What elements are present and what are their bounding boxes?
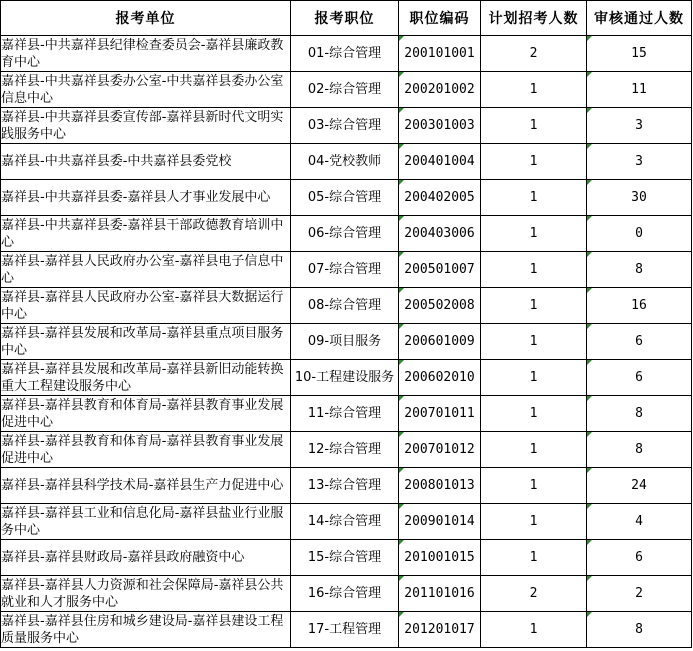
cell-unit-text: 嘉祥县-中共嘉祥县纪律检查委员会-嘉祥县廉政教育中心 [1, 37, 284, 70]
cell-unit-text: 嘉祥县-嘉祥县工业和信息化局-嘉祥县盐业行业服务中心 [1, 505, 284, 538]
cell-planned-text: 1 [529, 298, 538, 313]
cell-position[interactable] [291, 396, 399, 432]
cell-unit[interactable] [1, 144, 291, 180]
cell-code[interactable] [399, 108, 481, 144]
table-row [1, 252, 692, 288]
table-row [1, 612, 692, 648]
cell-unit[interactable] [1, 576, 291, 612]
cell-passed[interactable] [587, 36, 692, 72]
cell-passed-text: 8 [635, 622, 643, 637]
cell-code[interactable] [399, 540, 481, 576]
cell-passed[interactable] [587, 576, 692, 612]
cell-passed-text: 15 [631, 46, 647, 61]
cell-passed-text: 4 [635, 514, 643, 529]
table-row [1, 468, 692, 504]
number-as-text-indicator-icon [399, 108, 404, 113]
cell-position[interactable] [291, 216, 399, 252]
table-row [1, 180, 692, 216]
cell-position-text: 10-工程建设服务 [294, 370, 395, 385]
header-planned: 计划招考人数 [481, 1, 587, 36]
cell-passed-text: 8 [635, 442, 643, 457]
cell-unit-text: 嘉祥县-嘉祥县教育和体育局-嘉祥县教育事业发展促进中心 [1, 397, 284, 430]
cell-planned-text: 1 [529, 226, 538, 241]
cell-code-text: 200701012 [404, 442, 475, 457]
cell-passed-text: 8 [635, 406, 643, 421]
cell-code[interactable] [399, 432, 481, 468]
table-row [1, 396, 692, 432]
cell-unit[interactable] [1, 72, 291, 108]
number-as-text-indicator-icon [587, 144, 592, 149]
cell-planned-text: 1 [529, 118, 538, 133]
cell-planned[interactable] [481, 144, 587, 180]
table-row [1, 108, 692, 144]
cell-position-text: 04-党校教师 [307, 154, 382, 169]
cell-code[interactable] [399, 72, 481, 108]
cell-unit[interactable] [1, 288, 291, 324]
number-as-text-indicator-icon [399, 540, 404, 545]
cell-planned[interactable] [481, 72, 587, 108]
cell-passed[interactable] [587, 144, 692, 180]
cell-passed[interactable] [587, 540, 692, 576]
table-row [1, 540, 692, 576]
cell-position[interactable] [291, 360, 399, 396]
number-as-text-indicator-icon [587, 468, 592, 473]
cell-passed-text: 0 [635, 226, 643, 241]
cell-passed[interactable] [587, 180, 692, 216]
table-row [1, 360, 692, 396]
cell-unit-text: 嘉祥县-嘉祥县人民政府办公室-嘉祥县电子信息中心 [1, 253, 284, 286]
number-as-text-indicator-icon [399, 72, 404, 77]
cell-position[interactable] [291, 468, 399, 504]
cell-passed[interactable] [587, 432, 692, 468]
cell-planned-text: 1 [529, 262, 538, 277]
cell-position-text: 02-综合管理 [307, 82, 382, 97]
cell-planned-text: 1 [529, 190, 538, 205]
cell-planned[interactable] [481, 216, 587, 252]
cell-unit-text: 嘉祥县-中共嘉祥县委-嘉祥县人才事业发展中心 [1, 190, 271, 205]
cell-code-text: 201001015 [404, 550, 475, 565]
header-unit: 报考单位 [1, 1, 291, 36]
cell-unit[interactable] [1, 468, 291, 504]
cell-position-text: 05-综合管理 [307, 190, 382, 205]
cell-code-text: 200602010 [404, 370, 475, 385]
cell-passed-text: 3 [635, 154, 643, 169]
cell-code[interactable] [399, 144, 481, 180]
cell-planned-text: 2 [529, 586, 538, 601]
header-row [1, 1, 692, 36]
table-row [1, 216, 692, 252]
cell-unit-text: 嘉祥县-嘉祥县人力资源和社会保障局-嘉祥县公共就业和人才服务中心 [1, 577, 284, 610]
cell-passed[interactable] [587, 72, 692, 108]
cell-planned-text: 1 [529, 478, 538, 493]
cell-code-text: 200301003 [404, 118, 475, 133]
cell-position[interactable] [291, 36, 399, 72]
number-as-text-indicator-icon [587, 324, 592, 329]
cell-passed-text: 16 [631, 298, 647, 313]
cell-passed[interactable] [587, 108, 692, 144]
cell-code-text: 200401004 [404, 154, 475, 169]
number-as-text-indicator-icon [587, 36, 592, 41]
cell-code-text: 200402005 [404, 190, 475, 205]
cell-position[interactable] [291, 252, 399, 288]
cell-planned[interactable] [481, 324, 587, 360]
cell-planned[interactable] [481, 36, 587, 72]
cell-position[interactable] [291, 108, 399, 144]
cell-code-text: 200502008 [404, 298, 475, 313]
cell-planned-text: 1 [529, 442, 538, 457]
number-as-text-indicator-icon [587, 180, 592, 185]
cell-unit[interactable] [1, 216, 291, 252]
cell-passed[interactable] [587, 216, 692, 252]
number-as-text-indicator-icon [399, 468, 404, 473]
table-row [1, 36, 692, 72]
cell-unit[interactable] [1, 612, 291, 648]
cell-passed[interactable] [587, 288, 692, 324]
cell-planned-text: 1 [529, 622, 538, 637]
cell-code-text: 200801013 [404, 478, 475, 493]
number-as-text-indicator-icon [399, 396, 404, 401]
cell-unit-text: 嘉祥县-嘉祥县发展和改革局-嘉祥县重点项目服务中心 [1, 325, 284, 358]
cell-unit[interactable] [1, 252, 291, 288]
number-as-text-indicator-icon [587, 540, 592, 545]
number-as-text-indicator-icon [399, 324, 404, 329]
number-as-text-indicator-icon [587, 612, 592, 617]
cell-unit[interactable] [1, 180, 291, 216]
table-row [1, 576, 692, 612]
cell-passed[interactable] [587, 360, 692, 396]
cell-planned[interactable] [481, 468, 587, 504]
table-row [1, 504, 692, 540]
cell-code[interactable] [399, 360, 481, 396]
number-as-text-indicator-icon [399, 612, 404, 617]
number-as-text-indicator-icon [399, 252, 404, 257]
cell-unit-text: 嘉祥县-嘉祥县住房和城乡建设局-嘉祥县建设工程质量服务中心 [1, 613, 284, 646]
cell-passed-text: 2 [635, 586, 643, 601]
cell-passed-text: 6 [635, 550, 643, 565]
cell-code[interactable] [399, 612, 481, 648]
cell-code[interactable] [399, 396, 481, 432]
cell-passed-text: 24 [631, 478, 647, 493]
cell-position[interactable] [291, 504, 399, 540]
cell-position-text: 17-工程管理 [307, 622, 382, 637]
cell-code[interactable] [399, 252, 481, 288]
cell-passed-text: 30 [631, 190, 647, 205]
cell-unit[interactable] [1, 36, 291, 72]
number-as-text-indicator-icon [587, 216, 592, 221]
cell-planned[interactable] [481, 180, 587, 216]
cell-code[interactable] [399, 216, 481, 252]
table-row [1, 288, 692, 324]
cell-code-text: 200403006 [404, 226, 475, 241]
cell-position[interactable] [291, 288, 399, 324]
cell-code[interactable] [399, 576, 481, 612]
cell-unit[interactable] [1, 360, 291, 396]
cell-position[interactable] [291, 576, 399, 612]
number-as-text-indicator-icon [587, 288, 592, 293]
cell-code-text: 200601009 [404, 334, 475, 349]
table-row [1, 324, 692, 360]
cell-planned-text: 1 [529, 154, 538, 169]
cell-unit-text: 嘉祥县-嘉祥县人民政府办公室-嘉祥县大数据运行中心 [1, 289, 284, 322]
cell-unit-text: 嘉祥县-嘉祥县科学技术局-嘉祥县生产力促进中心 [1, 478, 284, 493]
cell-position-text: 03-综合管理 [307, 118, 382, 133]
number-as-text-indicator-icon [587, 252, 592, 257]
cell-passed[interactable] [587, 396, 692, 432]
cell-planned-text: 1 [529, 370, 538, 385]
cell-planned[interactable] [481, 108, 587, 144]
cell-unit-text: 嘉祥县-中共嘉祥县委-中共嘉祥县委党校 [1, 154, 232, 169]
cell-unit[interactable] [1, 540, 291, 576]
table-row [1, 432, 692, 468]
header-position: 报考职位 [291, 1, 399, 36]
cell-planned-text: 2 [529, 46, 538, 61]
cell-passed-text: 8 [635, 262, 643, 277]
cell-passed[interactable] [587, 324, 692, 360]
cell-passed[interactable] [587, 252, 692, 288]
cell-passed-text: 11 [631, 82, 647, 97]
number-as-text-indicator-icon [399, 576, 404, 581]
cell-unit[interactable] [1, 108, 291, 144]
cell-passed[interactable] [587, 612, 692, 648]
cell-planned[interactable] [481, 576, 587, 612]
cell-position-text: 12-综合管理 [307, 442, 382, 457]
cell-planned-text: 1 [529, 334, 538, 349]
header-code: 职位编码 [399, 1, 481, 36]
cell-planned[interactable] [481, 252, 587, 288]
cell-planned[interactable] [481, 288, 587, 324]
header-passed: 审核通过人数 [587, 1, 692, 36]
cell-planned[interactable] [481, 360, 587, 396]
cell-code[interactable] [399, 468, 481, 504]
cell-code-text: 200701011 [404, 406, 475, 421]
number-as-text-indicator-icon [587, 72, 592, 77]
cell-unit-text: 嘉祥县-中共嘉祥县委-嘉祥县干部政德教育培训中心 [1, 217, 284, 250]
cell-code[interactable] [399, 288, 481, 324]
cell-passed-text: 6 [635, 334, 643, 349]
cell-planned-text: 1 [529, 406, 538, 421]
cell-planned-text: 1 [529, 514, 538, 529]
number-as-text-indicator-icon [399, 180, 404, 185]
cell-unit-text: 嘉祥县-中共嘉祥县委宣传部-嘉祥县新时代文明实践服务中心 [1, 109, 284, 142]
cell-code-text: 200101001 [404, 46, 475, 61]
cell-planned-text: 1 [529, 82, 538, 97]
cell-code[interactable] [399, 36, 481, 72]
cell-code[interactable] [399, 324, 481, 360]
number-as-text-indicator-icon [587, 108, 592, 113]
cell-position[interactable] [291, 612, 399, 648]
table-row [1, 144, 692, 180]
cell-unit-text: 嘉祥县-嘉祥县发展和改革局-嘉祥县新旧动能转换重大工程建设服务中心 [1, 361, 284, 394]
cell-code[interactable] [399, 180, 481, 216]
cell-code-text: 200901014 [404, 514, 475, 529]
cell-planned[interactable] [481, 432, 587, 468]
cell-position-text: 08-综合管理 [307, 298, 382, 313]
number-as-text-indicator-icon [587, 504, 592, 509]
number-as-text-indicator-icon [587, 432, 592, 437]
cell-code-text: 200201002 [404, 82, 475, 97]
cell-position-text: 13-综合管理 [307, 478, 382, 493]
cell-code-text: 201201017 [404, 622, 475, 637]
cell-unit-text: 嘉祥县-嘉祥县财政局-嘉祥县政府融资中心 [1, 550, 245, 565]
table-body [1, 36, 692, 648]
cell-position-text: 11-综合管理 [307, 406, 382, 421]
number-as-text-indicator-icon [399, 36, 404, 41]
cell-planned[interactable] [481, 540, 587, 576]
cell-planned[interactable] [481, 612, 587, 648]
cell-unit[interactable] [1, 432, 291, 468]
cell-position-text: 09-项目服务 [307, 334, 382, 349]
cell-code-text: 201101016 [404, 586, 475, 601]
number-as-text-indicator-icon [399, 144, 404, 149]
cell-position[interactable] [291, 324, 399, 360]
cell-unit-text: 嘉祥县-中共嘉祥县委办公室-中共嘉祥县委办公室信息中心 [1, 73, 284, 106]
cell-position[interactable] [291, 144, 399, 180]
number-as-text-indicator-icon [587, 576, 592, 581]
cell-unit-text: 嘉祥县-嘉祥县教育和体育局-嘉祥县教育事业发展促进中心 [1, 433, 284, 466]
cell-position-text: 15-综合管理 [307, 550, 382, 565]
number-as-text-indicator-icon [399, 216, 404, 221]
cell-position[interactable] [291, 432, 399, 468]
cell-planned[interactable] [481, 396, 587, 432]
cell-position-text: 14-综合管理 [307, 514, 382, 529]
cell-planned[interactable] [481, 504, 587, 540]
number-as-text-indicator-icon [399, 504, 404, 509]
cell-passed[interactable] [587, 468, 692, 504]
cell-position-text: 16-综合管理 [307, 586, 382, 601]
cell-position[interactable] [291, 540, 399, 576]
cell-passed-text: 3 [635, 118, 643, 133]
cell-position-text: 07-综合管理 [307, 262, 382, 277]
number-as-text-indicator-icon [587, 396, 592, 401]
cell-code[interactable] [399, 504, 481, 540]
cell-passed-text: 6 [635, 370, 643, 385]
cell-position-text: 01-综合管理 [307, 46, 382, 61]
cell-code-text: 200501007 [404, 262, 475, 277]
cell-planned-text: 1 [529, 550, 538, 565]
cell-position[interactable] [291, 72, 399, 108]
number-as-text-indicator-icon [399, 288, 404, 293]
cell-unit[interactable] [1, 396, 291, 432]
cell-unit[interactable] [1, 504, 291, 540]
cell-passed[interactable] [587, 504, 692, 540]
table-row [1, 72, 692, 108]
number-as-text-indicator-icon [399, 360, 404, 365]
number-as-text-indicator-icon [399, 432, 404, 437]
cell-position-text: 06-综合管理 [307, 226, 382, 241]
number-as-text-indicator-icon [587, 360, 592, 365]
cell-unit[interactable] [1, 324, 291, 360]
cell-position[interactable] [291, 180, 399, 216]
